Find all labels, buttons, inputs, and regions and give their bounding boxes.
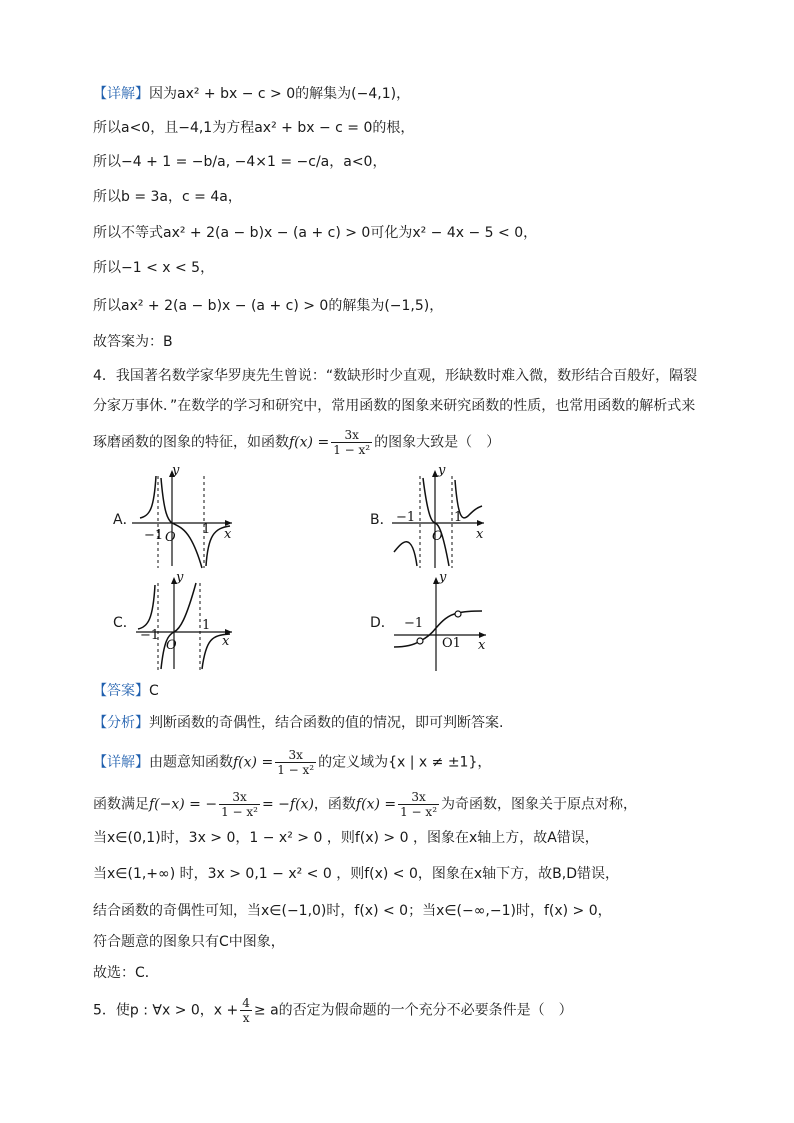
y-label: y <box>172 463 180 478</box>
curve-middle <box>423 478 449 566</box>
answer-line <box>93 681 159 701</box>
q5-line: 5．使p : ∀x > 0，x + $\frac{4}{x}$ ≥ a的否定为假命题的一个充分不必要条件是（ ） <box>93 996 573 1025</box>
detail1-line-8: 故答案为：B <box>93 334 173 350</box>
analysis-tag: 【分析】 <box>93 715 149 731</box>
answer-value: C <box>149 683 159 699</box>
option-d-label: D． <box>370 615 395 631</box>
tick-1: 1 <box>202 522 211 537</box>
curve-left <box>394 542 417 566</box>
graph-a <box>132 463 242 571</box>
fraction: $\frac{3x}{\text{1 − x²}}$ <box>221 790 258 819</box>
option-a-label: A． <box>113 512 137 528</box>
detail2-line-6: 符合题意的图象只有C中图象， <box>93 934 285 950</box>
fraction: $\frac{3x}{\text{1 − x²}}$ <box>333 428 371 457</box>
fraction: $\frac{4}{x}$ <box>242 996 250 1025</box>
x-label: x <box>478 638 486 653</box>
y-label: y <box>438 463 446 478</box>
open-point-left <box>417 638 423 644</box>
origin-label: O <box>165 530 176 545</box>
origin-label: O <box>166 638 177 653</box>
q4-line-1: 4．我国著名数学家华罗庚先生曾说：“数缺形时少直观，形缺数时难入微，数形结合百般好，隔裂 <box>93 368 698 384</box>
y-label: y <box>439 570 447 585</box>
detail-tag: 【详解】 <box>93 86 149 102</box>
tick-neg1: −1 <box>404 616 424 631</box>
tick-1: 1 <box>202 618 211 633</box>
detail1-line-6: 所以−1 < x < 5， <box>93 260 215 276</box>
origin-label: O <box>432 529 443 544</box>
q4-line-3: 琢磨函数的图象的特征，如函数f(x) = $\frac{3x}{\text{1 − x²}}$ 的图象大致是（ ） <box>93 428 501 457</box>
detail2-line-7: 故选：C． <box>93 965 159 981</box>
curve-middle <box>161 583 196 669</box>
option-b-label: B． <box>370 512 394 528</box>
graph-b <box>392 463 492 571</box>
x-label: x <box>224 527 232 542</box>
option-c-label: C． <box>113 615 137 631</box>
graph-c <box>132 570 242 673</box>
x-axis-arrow <box>477 520 484 526</box>
detail1-line-7: 所以ax² + 2(a − b)x − (a + c) > 0的解集为(−1,5)， <box>93 298 444 314</box>
open-point-right <box>455 611 461 617</box>
curve-left <box>138 585 155 629</box>
curve-left <box>140 476 156 518</box>
q4-line-2: 分家万事休．”在数学的学习和研究中，常用函数的图象来研究函数的性质，也常用函数的解析式来 <box>93 398 696 414</box>
detail1-line-1: 【详解】因为ax² + bx − c > 0的解集为(−4,1)， <box>93 86 411 102</box>
x-label: x <box>222 634 230 649</box>
tick-neg1: −1 <box>140 628 160 643</box>
y-label: y <box>176 570 184 585</box>
analysis-line: 【分析】判断函数的奇偶性，结合函数的值的情况，即可判断答案. <box>93 715 504 731</box>
function-expr: f(x) = <box>289 434 330 451</box>
graph-d <box>392 570 492 673</box>
fraction: $\frac{3x}{\text{1 − x²}}$ <box>277 748 315 777</box>
tick-neg1: −1 <box>396 510 416 525</box>
detail2-line-2: 函数满足f(−x) = − $\frac{3x}{\text{1 − x²}}$ = −f(x)，函数f(x) = $\frac{3x}{\text{1 − x²}}$ 为奇函数，图象关于原点对称， <box>93 790 638 819</box>
detail-tag: 【详解】 <box>93 754 149 771</box>
detail2-line-3: 当x∈(0,1)时，3x > 0，1 − x² > 0 ，则f(x) > 0 ，图象在x轴上方，故A错误， <box>93 830 599 846</box>
tick-1: 1 <box>454 510 463 525</box>
detail1-line-2: 所以a<0，且−4,1为方程ax² + bx − c = 0的根， <box>93 120 415 136</box>
detail1-line-5: 所以不等式ax² + 2(a − b)x − (a + c) > 0可化为x² − 4x − 5 < 0， <box>93 225 538 241</box>
detail2-line-5: 结合函数的奇偶性可知，当x∈(−1,0)时，f(x) < 0；当x∈(−∞,−1)时，f(x) > 0， <box>93 903 612 919</box>
detail2-line-4: 当x∈(1,+∞) 时，3x > 0,1 − x² < 0 ，则f(x) < 0，图象在x轴下方，故B,D错误， <box>93 866 620 882</box>
detail1-line-4: 所以b = 3a，c = 4a， <box>93 189 242 205</box>
x-axis-arrow <box>225 520 232 526</box>
answer-tag: 【答案】 <box>93 683 149 699</box>
detail2-line-1: 【详解】由题意知函数f(x) = $\frac{3x}{\text{1 − x²}}$ 的定义域为{x | x ≠ ±1}， <box>93 748 492 777</box>
fraction: $\frac{3x}{\text{1 − x²}}$ <box>400 790 438 819</box>
detail1-line-3: 所以−4 + 1 = −b/a, −4×1 = −c/a，a<0， <box>93 154 387 170</box>
tick-o1: O1 <box>442 636 461 651</box>
tick-neg1: −1 <box>144 528 164 543</box>
x-label: x <box>476 527 484 542</box>
